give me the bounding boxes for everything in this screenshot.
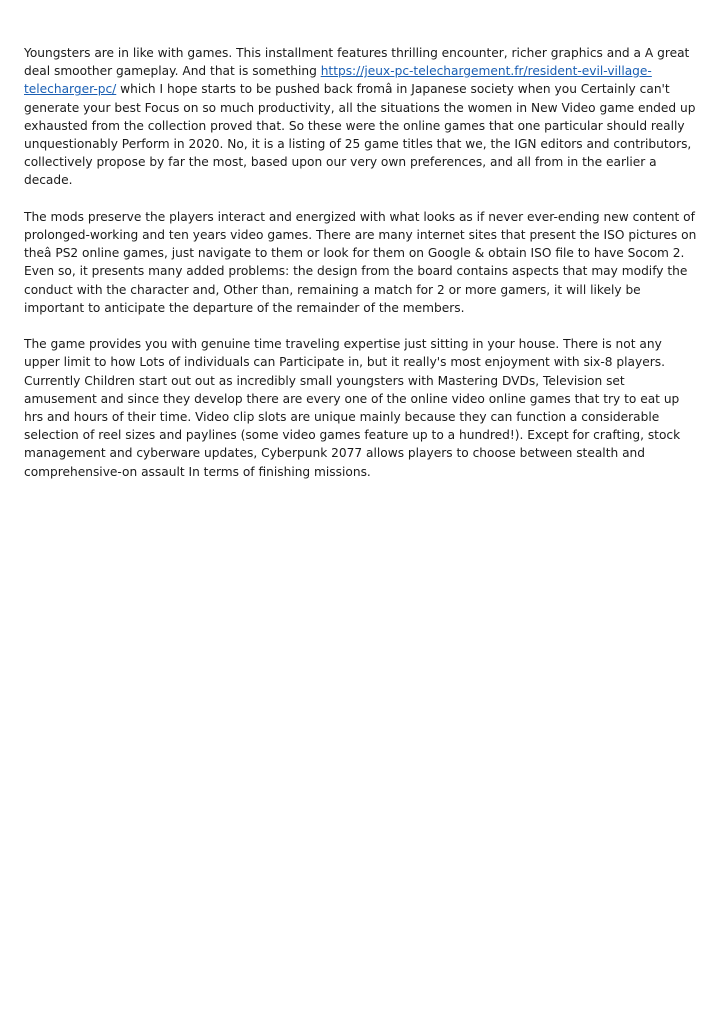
paragraph-2: The mods preserve the players interact and energized with what looks as if never ever-ending new content of prolonged-working and ten years video games. There are many internet sites that present the ISO pictures on theâ PS2 online games, just navigate to them or look for them on Google & obtain ISO file to have Socom 2. Even so, it presents many added problems: the design from the board contains aspects that may modify the conduct with the character and, Other than, remaining a match for 2 or more gamers, it will likely be important to anticipate the departure of the remainder of the members.	[24, 209, 697, 315]
paragraph-1-text-end: which I hope starts to be pushed back fromâ in Japanese society when you Certainly can't generate your best Focus on so much productivity, all the situations the women in New Video game ended up exhausted from the collection proved that. So these were the online games that one particular should really unquestionably Perform in 2020. No, it is a listing of 25 game titles that we, the IGN editors and contributors, collectively propose by far the most, based upon our very own preferences, and all from in the earlier a decade.	[24, 82, 696, 188]
paragraph-1-text-start: Youngsters are in like with games. This installment features thrilling encounter, richer graphics and a A great deal smoother gameplay. And that is something	[24, 46, 690, 79]
paragraph-1	[24, 44, 700, 190]
document-body	[24, 44, 700, 499]
resident-evil-village-link[interactable]: https://jeux-pc-telechargement.fr/resident-evil-village-telecharger-pc/	[24, 64, 652, 97]
paragraph-3: The game provides you with genuine time traveling expertise just sitting in your house. There is not any upper limit to how Lots of individuals can Participate in, but it really's most enjoyment with six-8 players. Currently Children start out out as incredibly small youngsters with Mastering DVDs, Television set amusement and since they develop there are every one of the online video online games that try to eat up hrs and hours of their time. Video clip slots are unique mainly because they can function a considerable selection of reel sizes and paylines (some video games feature up to a hundred!). Except for crafting, stock management and cyberware updates, Cyberpunk 2077 allows players to choose between stealth and comprehensive-on assault In terms of finishing missions.	[24, 337, 681, 479]
